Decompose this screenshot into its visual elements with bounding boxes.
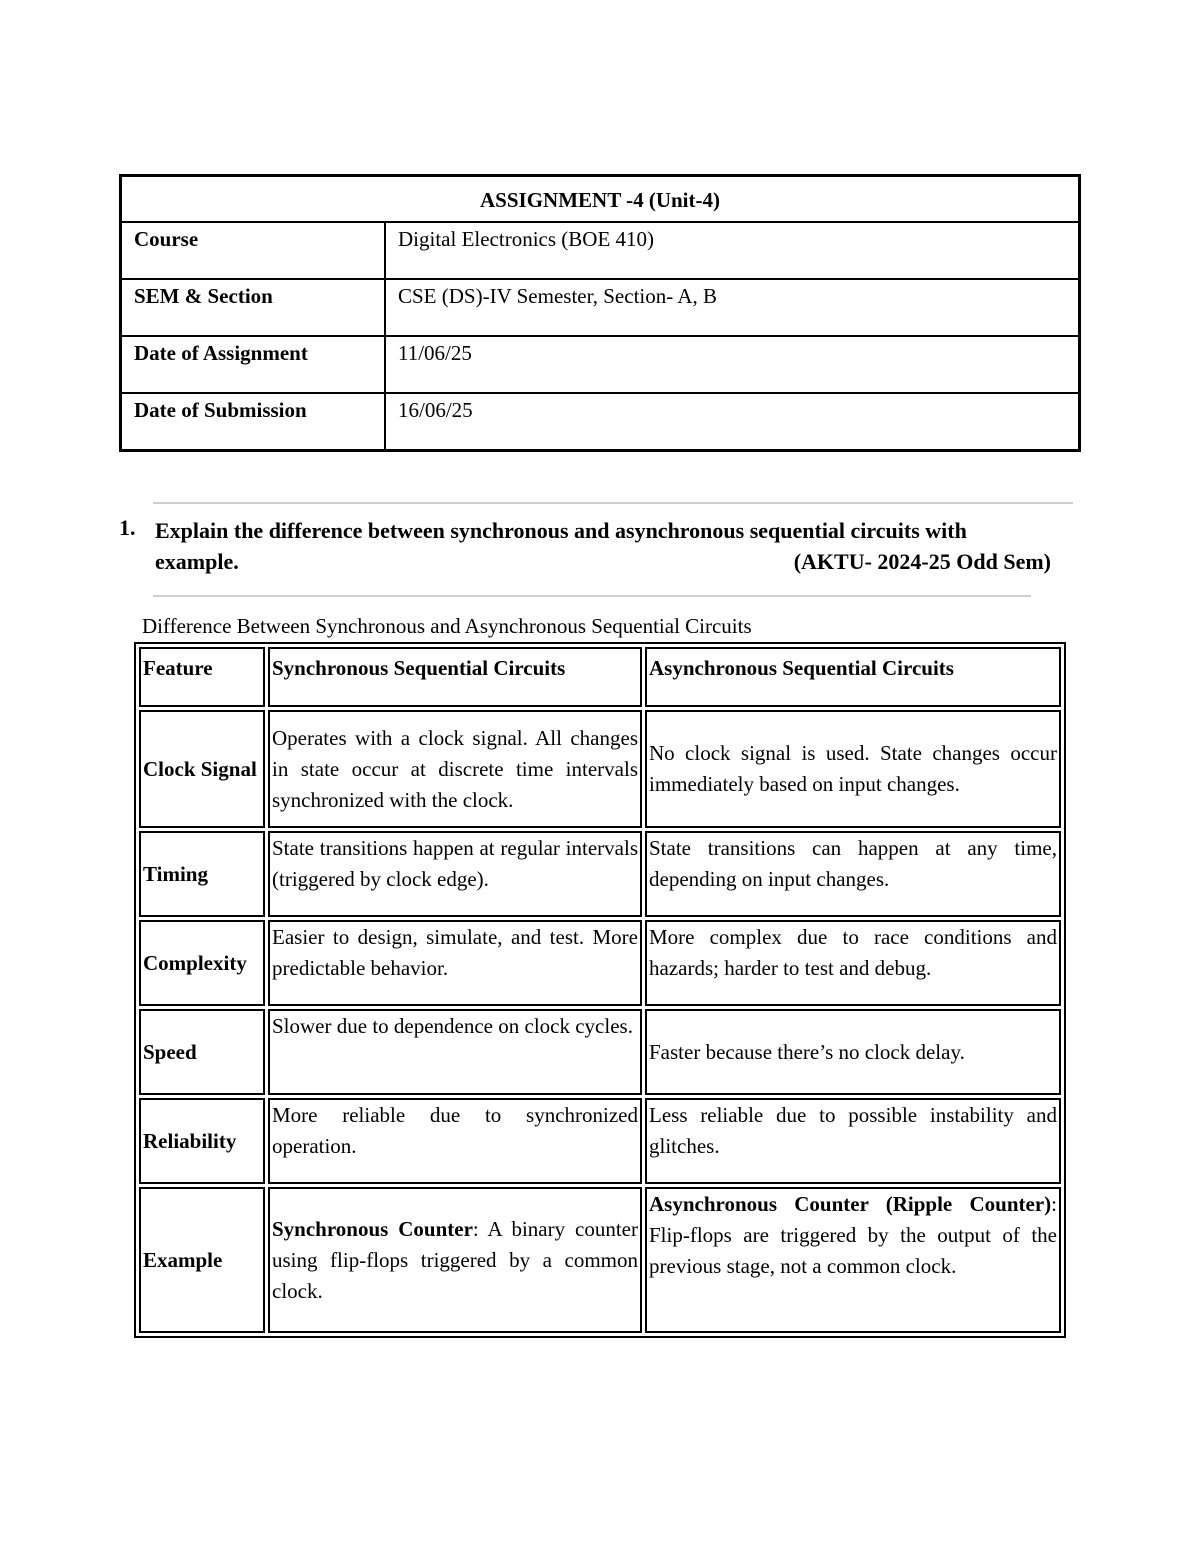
course-label: Course [121,222,386,279]
question-number: 1. [119,515,136,540]
header-feature: Feature [139,647,265,707]
table-row [139,1187,1061,1333]
sync-cell: Slower due to dependence on clock cycles. [268,1009,642,1095]
async-example-term: Asynchronous Counter (Ripple Counter) [649,1192,1052,1216]
sync-cell: State transitions happen at regular intervals (triggered by clock edge). [268,831,642,917]
feature-cell: Clock Signal [139,710,265,828]
sync-example-term: Synchronous Counter [272,1216,473,1241]
divider-top [153,502,1073,504]
feature-cell: Timing [139,831,265,917]
comparison-table [134,642,1066,1338]
assignment-title: ASSIGNMENT -4 (Unit-4) [121,176,1080,223]
date-of-submission-label: Date of Submission [121,393,386,451]
question-text-line1: Explain the difference between synchronous and asynchronous sequential circuits with [155,518,967,543]
table-row [139,920,1061,1006]
question-text-line2 [155,546,1051,577]
sem-section-value: CSE (DS)-IV Semester, Section- A, B [385,279,1080,336]
course-value: Digital Electronics (BOE 410) [385,222,1080,279]
async-cell: No clock signal is used. State changes occur immediately based on input changes. [645,710,1061,828]
async-cell: Less reliable due to possible instability and glitches. [645,1098,1061,1184]
table-row [139,710,1061,828]
sync-example-text: : A binary counter using flip-flops triggered by a common clock. [272,1216,638,1303]
feature-cell: Example [139,1187,265,1333]
table-row [139,1098,1061,1184]
date-of-assignment-value: 11/06/25 [385,336,1080,393]
async-cell: Faster because there’s no clock delay. [645,1009,1061,1095]
sync-cell: More reliable due to synchronized operation. [268,1098,642,1184]
feature-cell: Speed [139,1009,265,1095]
async-cell: More complex due to race conditions and hazards; harder to test and debug. [645,920,1061,1006]
divider-bottom [153,595,1031,597]
header-synchronous: Synchronous Sequential Circuits [268,647,642,707]
question-source: (AKTU- 2024-25 Odd Sem) [793,549,1051,574]
question-text-example: example. [155,549,239,574]
table-row [139,1009,1061,1095]
header-asynchronous: Asynchronous Sequential Circuits [645,647,1061,707]
sync-cell [268,1187,642,1333]
sync-cell: Easier to design, simulate, and test. More predictable behavior. [268,920,642,1006]
comparison-caption: Difference Between Synchronous and Asynchronous Sequential Circuits [142,614,752,638]
table-header-row [139,647,1061,707]
date-of-submission-value: 16/06/25 [385,393,1080,451]
async-cell: State transitions can happen at any time, depending on input changes. [645,831,1061,917]
feature-cell: Reliability [139,1098,265,1184]
sem-section-label: SEM & Section [121,279,386,336]
date-of-assignment-label: Date of Assignment [121,336,386,393]
sync-cell: Operates with a clock signal. All changes in state occur at discrete time intervals synchronized with the clock. [268,710,642,828]
feature-cell: Complexity [139,920,265,1006]
assignment-header-table [119,174,1081,452]
table-row [139,831,1061,917]
async-example-text: : Flip-flops are triggered by the output of the previous stage, not a common clock. [649,1192,1057,1278]
async-cell [645,1187,1061,1333]
